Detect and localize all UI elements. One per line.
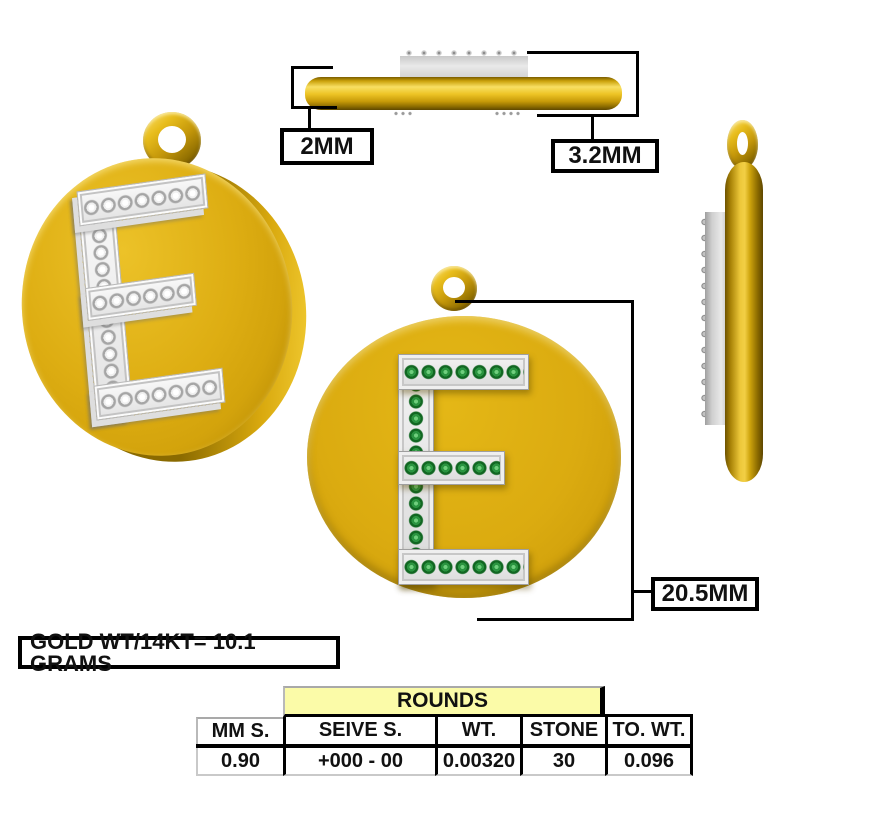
- table-header-mm-s: MM S.: [196, 717, 283, 744]
- gold-weight-note: GOLD WT/14KT= 10.1 GRAMS: [18, 636, 340, 669]
- letter-e-diamond: [77, 173, 226, 420]
- label-20-5mm: 20.5MM: [651, 577, 759, 611]
- letter-e-arm-bottom: [398, 549, 529, 585]
- letter-e-arm-top: [398, 354, 529, 390]
- letter-e-arm-mid: [398, 451, 505, 485]
- label-2mm: 2MM: [280, 128, 374, 165]
- table-value-seive-s: +000 - 00: [283, 748, 435, 776]
- table-header-wt: WT.: [435, 717, 520, 744]
- cross-section-gold-disc: [305, 77, 622, 110]
- table-header-to-wt: TO. WT.: [605, 714, 693, 744]
- cross-section-prong-tips: [494, 111, 522, 116]
- side-gold-body: [725, 162, 763, 482]
- table-header-seive-s: SEIVE S.: [283, 717, 435, 744]
- cross-section-setting-block: [400, 56, 528, 78]
- table-header-stone: STONE: [520, 717, 605, 744]
- stone-spec-table: [196, 686, 697, 776]
- table-value-to-wt: 0.096: [605, 748, 693, 776]
- table-group-header: ROUNDS: [283, 686, 605, 717]
- letter-e-green: [398, 354, 529, 585]
- table-value-mm-s: 0.90: [196, 748, 283, 776]
- label-3-2mm: 3.2MM: [551, 139, 659, 173]
- pendant-bail: [431, 266, 477, 311]
- table-value-wt: 0.00320: [435, 748, 520, 776]
- cross-section-prong-tips: [393, 111, 415, 116]
- table-value-stone: 30: [520, 748, 605, 776]
